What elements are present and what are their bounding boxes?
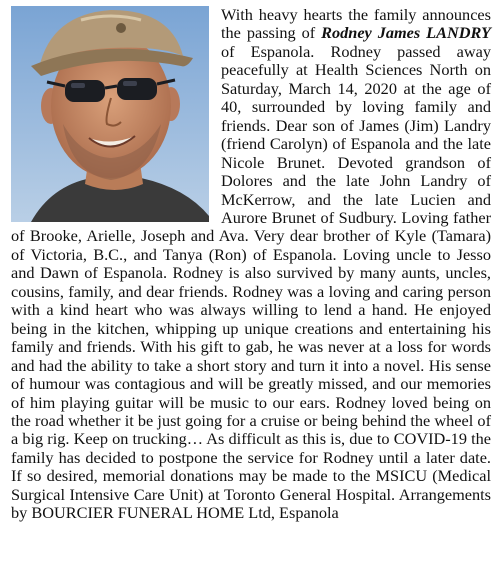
obituary-body: Rodney passed away peacefully at Health Sciences North on Saturday, March 14, 2020 at the age of 40, surrounded by loving family and friends. Dear son of James (Jim) Landry (friend Carolyn) of Espanola and the late Nicole Brunet. Devoted grandson of Dolores and the late John Landry of McKerrow, and the late Lucien and Aurore Brunet of Sudbury. Loving father of Brooke, Arielle, Joseph and Ava. Very dear brother of Kyle (Tamara) of Victoria, B.C., and Tanya (Ron) of Espanola. Loving uncle to Jesso and Dawn of Espanola. Rodney is also survived by many aunts, uncles, cousins, family, and dear friends. Rodney was a loving and caring person with a kind heart who was always willing to lend a hand. He enjoyed being in the kitchen, whipping up unique creations and entertaining his family and friends. With his gift to gab, he was never at a loss for words and had the ability to take a short story and turn it into a novel. His sense of humour was contagious and will be greatly missed, and our memories of him playing guitar will be music to our ears. Rodney loved being on the road whether it be just going for a cruise or being behind the wheel of a big rig. Keep on trucking… As difficult as this is, due to COVID-19 the family has decided to postpone the service for Rodney until a later date. If so desired, memorial donations may be made to the MSICU (Medical Surgical Intensive Care Unit) at Toronto General Hospital. Arrangements by BOURCIER FUNERAL HOME Ltd, Espanola <box>11 41 491 523</box>
portrait-photo <box>11 6 209 222</box>
deceased-name: Rodney James LANDRY <box>321 23 491 43</box>
intro-text: With heavy hearts the family announces the passing of <box>221 5 491 43</box>
intro-location: of Espanola. <box>221 41 315 61</box>
